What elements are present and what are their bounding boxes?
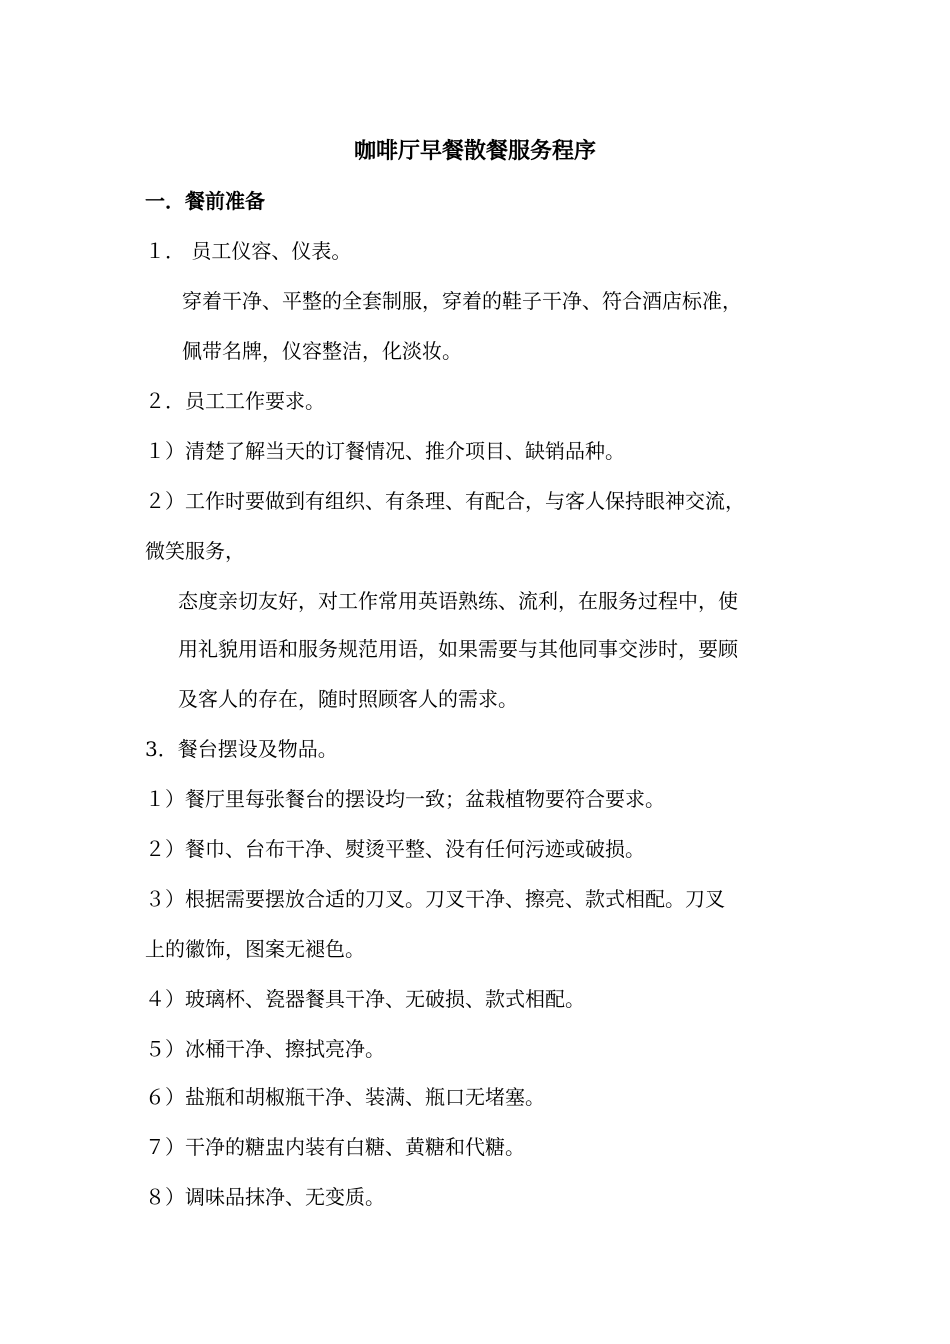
item-heading: ２．员工工作要求。 <box>145 389 325 413</box>
list-item: ２）餐巾、台布干净、熨烫平整、没有任何污迹或破损。 <box>145 837 645 861</box>
list-item: ６）盐瓶和胡椒瓶干净、装满、瓶口无堵塞。 <box>145 1085 545 1109</box>
paragraph-line: 微笑服务， <box>145 539 245 563</box>
paragraph-line: 态度亲切友好，对工作常用英语熟练、流利，在服务过程中，使 <box>178 589 738 613</box>
paragraph-line: 及客人的存在，随时照顾客人的需求。 <box>178 687 518 711</box>
list-item: １）清楚了解当天的订餐情况、推介项目、缺销品种。 <box>145 439 625 463</box>
list-item: １）餐厅里每张餐台的摆设均一致；盆栽植物要符合要求。 <box>145 787 665 811</box>
paragraph-line: 上的徽饰，图案无褪色。 <box>145 937 365 961</box>
list-item: ４）玻璃杯、瓷器餐具干净、无破损、款式相配。 <box>145 987 585 1011</box>
document-title: 咖啡厅早餐散餐服务程序 <box>353 139 596 164</box>
list-item: ５）冰桶干净、擦拭亮净。 <box>145 1037 385 1061</box>
section-heading: 一．餐前准备 <box>145 189 265 213</box>
item-heading: 3．餐台摆设及物品。 <box>145 737 338 761</box>
list-item: ２）工作时要做到有组织、有条理、有配合，与客人保持眼神交流， <box>145 489 745 513</box>
paragraph-line: 穿着干净、平整的全套制服，穿着的鞋子干净、符合酒店标准， <box>182 289 742 313</box>
paragraph-line: 佩带名牌，仪容整洁，化淡妆。 <box>182 339 462 363</box>
item-heading: １． 员工仪容、仪表。 <box>145 239 352 263</box>
paragraph-line: 用礼貌用语和服务规范用语，如果需要与其他同事交涉时，要顾 <box>178 637 738 661</box>
list-item: ７）干净的糖盅内装有白糖、黄糖和代糖。 <box>145 1135 525 1159</box>
list-item: ３）根据需要摆放合适的刀叉。刀叉干净、擦亮、款式相配。刀叉 <box>145 887 725 911</box>
list-item: ８）调味品抹净、无变质。 <box>145 1185 385 1209</box>
